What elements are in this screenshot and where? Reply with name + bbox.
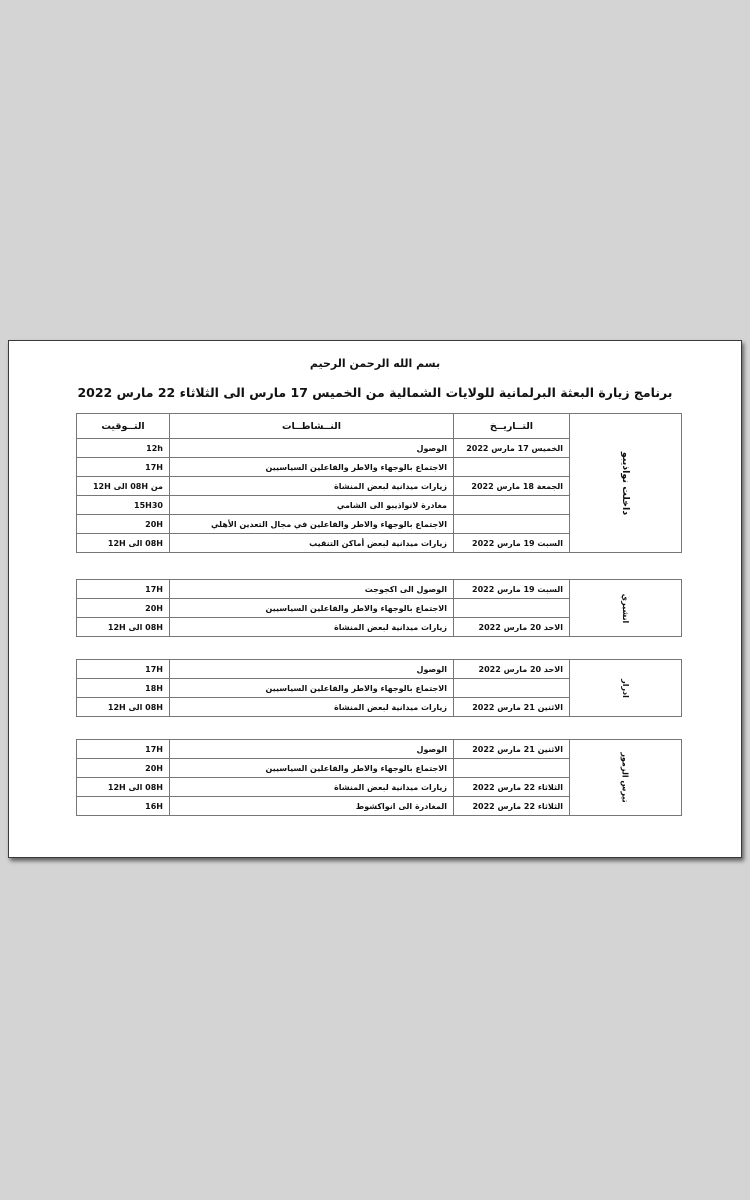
program-title: برنامج زيارة البعثة البرلمانية للولايات الشمالية من الخميس 17 مارس الى الثلاثاء 22 مارس 2022: [77, 385, 673, 400]
date-cell: الاثنين 21 مارس 2022: [454, 698, 570, 717]
activity-cell: زيارات ميدانية لبعض المنشاة: [170, 698, 454, 717]
region-cell: [570, 740, 682, 816]
activity-cell: الوصول الى اكجوجت: [170, 580, 454, 599]
date-cell: [454, 599, 570, 618]
table-row: [77, 740, 682, 759]
header-time: التــوقيت: [77, 414, 170, 439]
header-date: التــاريــخ: [454, 414, 570, 439]
date-cell: [454, 679, 570, 698]
time-cell: 20H: [77, 759, 170, 778]
activity-cell: مغادرة لانواذيبو الى الشامي: [170, 496, 454, 515]
activity-cell: الوصول: [170, 740, 454, 759]
date-cell: الاثنين 21 مارس 2022: [454, 740, 570, 759]
activity-cell: زيارات ميدانية لبعض المنشاة: [170, 477, 454, 496]
time-cell: 08H الى 12H: [77, 618, 170, 637]
date-cell: الاحد 20 مارس 2022: [454, 660, 570, 679]
header-activities: النــشاطــات: [170, 414, 454, 439]
activity-cell: الاجتماع بالوجهاء والاطر والفاعلين السياسيين: [170, 759, 454, 778]
activity-cell: الاجتماع بالوجهاء والاطر والفاعلين السياسيين: [170, 679, 454, 698]
document-page: [8, 340, 742, 858]
region-label: انشيري: [621, 593, 630, 623]
date-cell: [454, 458, 570, 477]
time-cell: 12h: [77, 439, 170, 458]
date-cell: الجمعة 18 مارس 2022: [454, 477, 570, 496]
time-cell: 16H: [77, 797, 170, 816]
activity-cell: زيارات ميدانية لبعض المنشاة: [170, 778, 454, 797]
activity-cell: الوصول: [170, 660, 454, 679]
date-cell: [454, 515, 570, 534]
schedule-block-nouadhibou: [76, 413, 682, 553]
table-row: [77, 660, 682, 679]
date-cell: السبت 19 مارس 2022: [454, 580, 570, 599]
activity-cell: زيارات ميدانية لبعض أماكن التنقيب: [170, 534, 454, 553]
activity-cell: زيارات ميدانية لبعض المنشاة: [170, 618, 454, 637]
time-cell: 08H الى 12H: [77, 534, 170, 553]
date-cell: الثلاثاء 22 مارس 2022: [454, 778, 570, 797]
region-cell: [570, 414, 682, 553]
schedule-block-tiris-zemmour: [76, 739, 682, 816]
time-cell: 17H: [77, 458, 170, 477]
table-header-row: [77, 414, 682, 439]
time-cell: 20H: [77, 515, 170, 534]
region-cell: [570, 660, 682, 717]
time-cell: 17H: [77, 660, 170, 679]
time-cell: 17H: [77, 740, 170, 759]
activity-cell: المغادرة الى انواكشوط: [170, 797, 454, 816]
time-cell: 08H الى 12H: [77, 778, 170, 797]
time-cell: من 08H الى 12H: [77, 477, 170, 496]
activity-cell: الاجتماع بالوجهاء والاطر والفاعلين السياسيين: [170, 599, 454, 618]
date-cell: الاحد 20 مارس 2022: [454, 618, 570, 637]
schedule-block-inchiri: [76, 579, 682, 637]
date-cell: السبت 19 مارس 2022: [454, 534, 570, 553]
activity-cell: الوصول: [170, 439, 454, 458]
region-label: داخلت نواذيبو: [620, 451, 631, 515]
date-cell: [454, 496, 570, 515]
time-cell: 17H: [77, 580, 170, 599]
date-cell: الثلاثاء 22 مارس 2022: [454, 797, 570, 816]
schedule-block-adrar: [76, 659, 682, 717]
table-row: [77, 580, 682, 599]
region-cell: [570, 580, 682, 637]
region-label: ادرار: [621, 678, 630, 698]
time-cell: 18H: [77, 679, 170, 698]
time-cell: 20H: [77, 599, 170, 618]
activity-cell: الاجتماع بالوجهاء والاطر والفاعلين في مجال التعدين الأهلي: [170, 515, 454, 534]
date-cell: الخميس 17 مارس 2022: [454, 439, 570, 458]
time-cell: 08H الى 12H: [77, 698, 170, 717]
date-cell: [454, 759, 570, 778]
activity-cell: الاجتماع بالوجهاء والاطر والفاعلين السياسيين: [170, 458, 454, 477]
region-label: تيرس الزمور: [621, 752, 630, 803]
basmala-heading: بسم الله الرحمن الرحيم: [309, 357, 441, 370]
time-cell: 15H30: [77, 496, 170, 515]
